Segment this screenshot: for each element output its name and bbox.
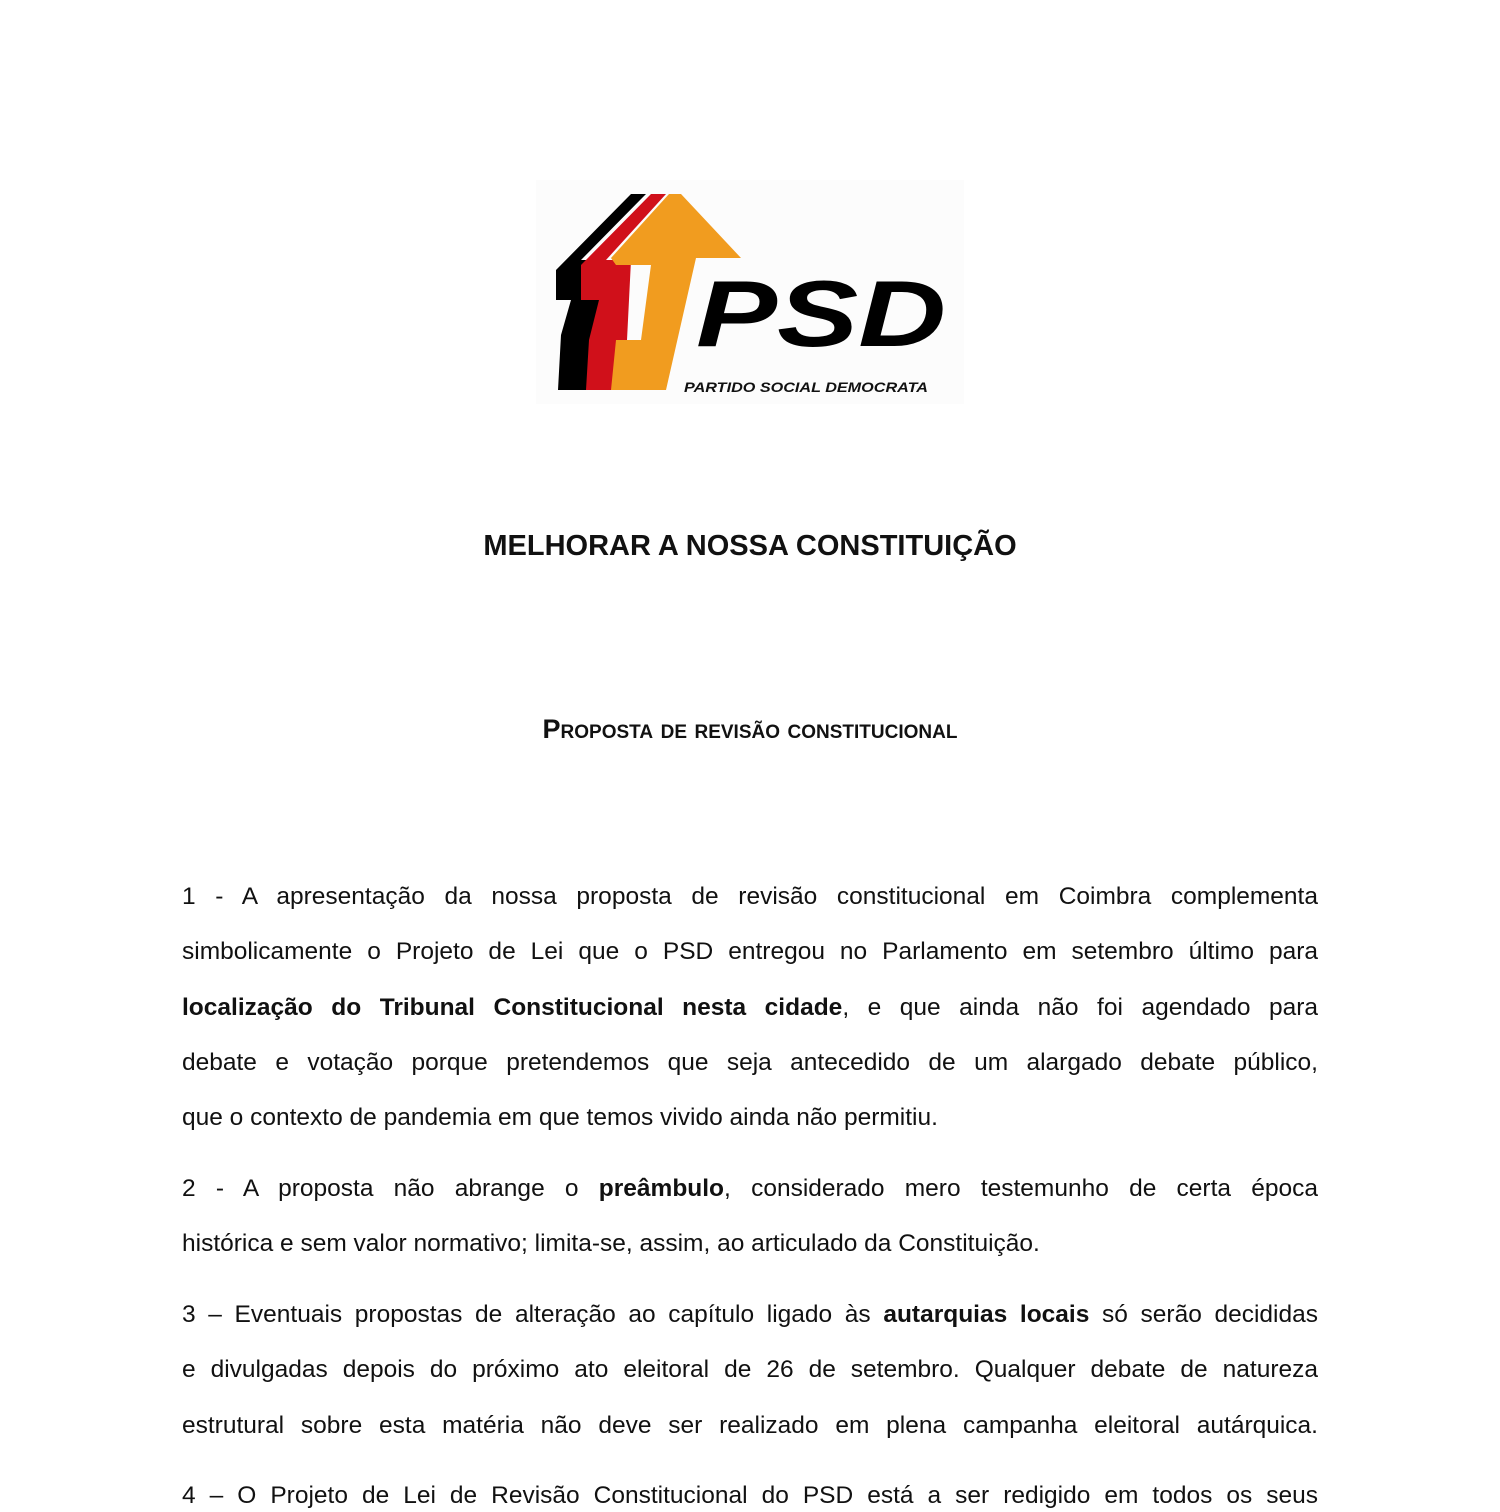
paragraph-line [182,936,1318,968]
text-segment: 2 - A proposta não abrange o [182,1175,599,1202]
paragraph-line [182,1480,1318,1512]
paragraph-line [182,992,1318,1024]
text-segment: simbolicamente o Projeto de Lei que o PSD entregou no Parlamento em setembro último para [182,938,1318,965]
paragraph-line [182,1299,1318,1331]
paragraph-line [182,1354,1318,1386]
text-segment: só serão decididas [1089,1301,1318,1328]
text-segment: debate e votação porque pretendemos que seja antecedido de um alargado debate público, [182,1049,1318,1076]
paragraph-line [182,881,1318,913]
text-segment: histórica e sem valor normativo; limita-se, assim, ao articulado da Constituição. [182,1230,1040,1257]
bold-text: preâmbulo [598,1175,725,1202]
text-segment: 3 – Eventuais propostas de alteração ao capítulo ligado às [182,1301,884,1328]
logo-text: PSD [696,261,946,366]
text-segment: 1 - A apresentação da nossa proposta de revisão constitucional em Coimbra complementa [182,883,1318,910]
text-segment: 4 – O Projeto de Lei de Revisão Constitucional do PSD está a ser redigido em todos os seus [182,1482,1318,1509]
document-subtitle: Proposta de revisão constitucional [542,714,958,744]
psd-logo [536,180,964,404]
paragraph-line [182,1228,1318,1260]
paragraph-line [182,1047,1318,1079]
text-segment: , considerado mero testemunho de certa época [724,1175,1318,1202]
text-segment: e divulgadas depois do próximo ato eleitoral de 26 de setembro. Qualquer debate de natureza [182,1356,1318,1383]
text-segment: que o contexto de pandemia em que temos vivido ainda não permitiu. [182,1104,938,1131]
paragraph-line [182,1173,1318,1205]
document-title: MELHORAR A NOSSA CONSTITUIÇÃO [483,530,1017,562]
bold-text: autarquias locais [883,1301,1090,1328]
logo-subtitle: PARTIDO SOCIAL DEMOCRATA [684,379,928,395]
bold-text: localização do Tribunal Constitucional nesta cidade [182,994,843,1021]
text-segment: , e que ainda não foi agendado para [842,994,1319,1021]
paragraph-line [182,1410,1318,1442]
paragraph-line [182,1102,1318,1134]
text-segment: estrutural sobre esta matéria não deve ser realizado em plena campanha eleitoral autárquica. [182,1412,1318,1439]
